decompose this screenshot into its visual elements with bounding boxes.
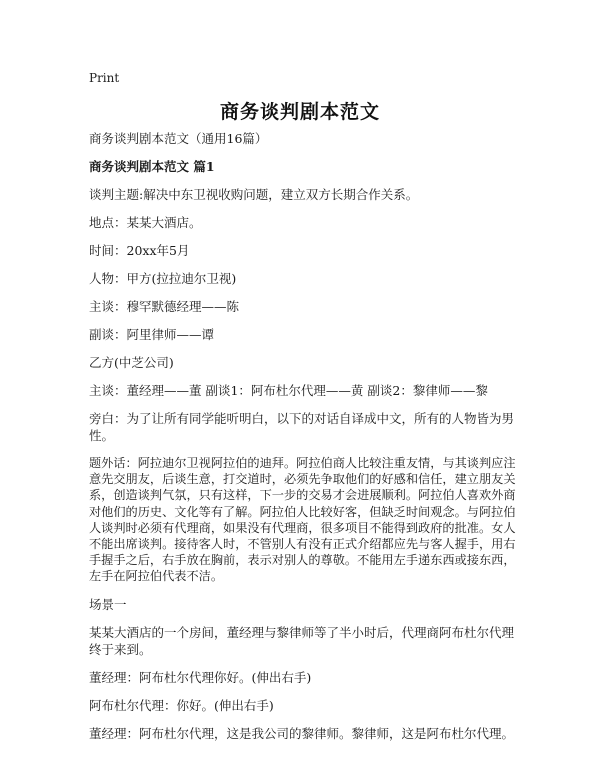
paragraph: 董经理：阿布杜尔代理，这是我公司的黎律师。黎律师，这是阿布杜尔代理。: [89, 725, 515, 741]
paragraph: 地点：某某大酒店。: [89, 215, 202, 230]
paragraph: 商务谈判剧本范文（通用16篇）: [89, 131, 268, 146]
paragraph: 乙方(中芝公司): [89, 355, 174, 370]
paragraph: 谈判主题:解决中东卫视收购问题，建立双方长期合作关系。: [89, 187, 419, 202]
paragraph: 董经理：阿布杜尔代理你好。(伸出右手): [89, 669, 312, 685]
document-body: [89, 130, 521, 753]
document-title: 商务谈判剧本范文: [219, 101, 380, 123]
paragraph: 时间：20xx年5月: [89, 243, 190, 258]
paragraph: 旁白：为了让所有同学能听明白，以下的对话自译成中文，所有的人物皆为男性。: [89, 411, 515, 443]
paragraph: 人物：甲方(拉拉迪尔卫视): [89, 271, 237, 286]
section-heading: 商务谈判剧本范文 篇1: [89, 159, 215, 174]
paragraph: 主谈：穆罕默德经理——陈: [89, 299, 240, 314]
print-label[interactable]: Print: [89, 71, 120, 85]
paragraph: 副谈：阿里律师——谭: [89, 327, 215, 342]
paragraph: 阿布杜尔代理：你好。(伸出右手): [89, 697, 274, 713]
paragraph: 某某大酒店的一个房间，董经理与黎律师等了半小时后，代理商阿布杜尔代理终于来到。: [89, 624, 515, 657]
paragraph: 主谈：董经理——董 副谈1：阿布杜尔代理——黄 副谈2：黎律师——黎: [89, 383, 488, 398]
paragraph: 题外话：阿拉迪尔卫视阿拉伯的迪拜。阿拉伯商人比较注重友情，与其谈判应注意先交朋友，后谈生意，打交道时，必须先争取他们的好感和信任，建立朋友关系，创造谈判气氛，只有这样，下一步的交易才会进展顺利。阿拉伯人喜欢外商对他们的历史、文化等有了解。阿拉伯人比较好客，但缺乏时间观念。与阿拉伯人谈判时必须有代理商，如果没有代理商，很多项目不能得到政府的批准。女人不能出席谈判。接待客人时，不管别人有没有正式介绍都应先与客人握手，用右手握手之后，右手放在胸前，表示对别人的尊敬。不能用左手递东西或接东西，左手在阿拉伯代表不洁。: [89, 456, 516, 584]
paragraph: 场景一: [89, 596, 127, 612]
